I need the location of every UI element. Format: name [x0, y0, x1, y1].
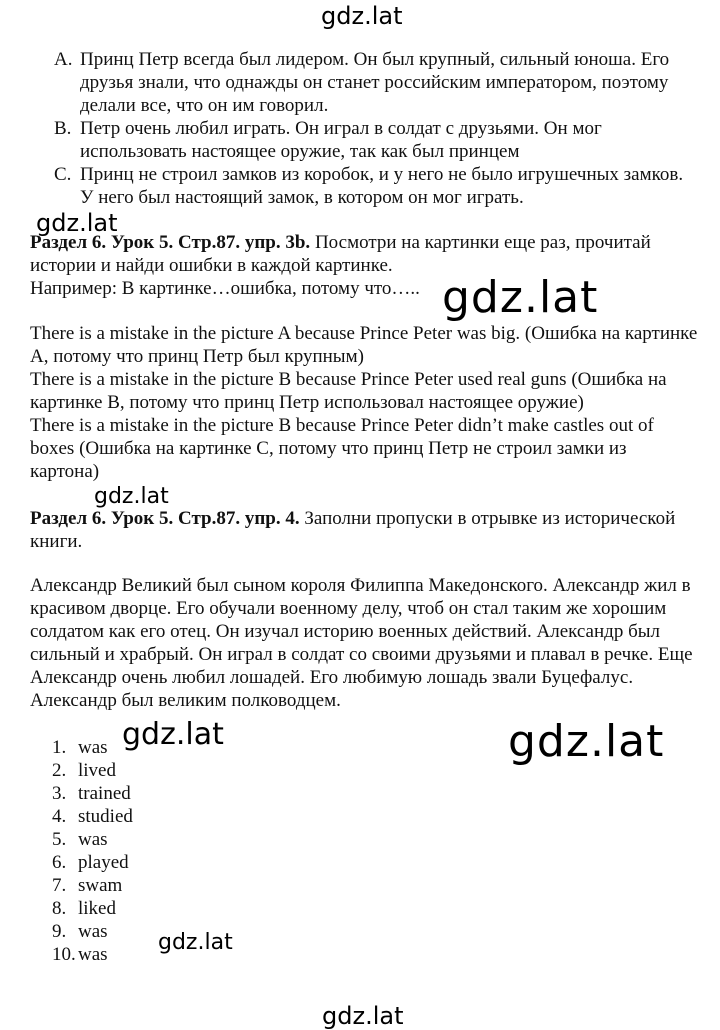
item-word: lived — [78, 760, 116, 781]
item-word: was — [78, 737, 108, 758]
item-number: 7. — [52, 875, 67, 896]
item-word: was — [78, 829, 108, 850]
item-word: was — [78, 921, 108, 942]
answer-line: There is a mistake in the picture B because Prince Peter didn’t make castles out of boxes (Ошибка на картинке C, потому что принц Петр не строил замки из картона) — [30, 415, 654, 482]
watermark-top: gdz.lat — [321, 2, 403, 30]
watermark: gdz.lat — [36, 209, 118, 237]
translation-paragraph: Александр Великий был сыном короля Филиппа Македонского. Александр жил в красивом дворце. Его обучали военному делу, чтоб он стал таким же хорошим солдатом как его отец. Он изучал историю военных действий. Александр был сильный и храбрый. Он играл в солдат со своими друзьями и плавал в речке. Еще Александр очень любил лошадей. Его любимую лошадь звали Буцефалус. Александр был великим полководцем. — [30, 575, 693, 711]
exercise-heading: Раздел 6. Урок 5. Стр.87. упр. 3b. — [30, 232, 311, 253]
exercise-example: Например: В картинке…ошибка, потому что….. — [30, 278, 420, 299]
item-word: trained — [78, 783, 131, 804]
list-item — [52, 943, 133, 966]
option-letter: C. — [54, 164, 72, 185]
option-letter: B. — [54, 118, 72, 139]
item-word: played — [78, 852, 129, 873]
list-item — [52, 759, 133, 782]
item-number: 5. — [52, 829, 67, 850]
item-number: 1. — [52, 737, 67, 758]
item-number: 10. — [52, 944, 76, 965]
option-text: Петр очень любил играть. Он играл в солдат с друзьями. Он мог использовать настоящее оружие, так как был принцем — [80, 118, 602, 162]
list-item — [52, 736, 133, 759]
item-word: liked — [78, 898, 116, 919]
list-item — [52, 782, 133, 805]
watermark: gdz.lat — [94, 484, 169, 509]
option-text: Принц Петр всегда был лидером. Он был крупный, сильный юноша. Его друзья знали, что однажды он станет российским императором, поэтому делали все, что он им говорил. — [80, 49, 670, 116]
answers-list — [52, 736, 133, 966]
item-number: 4. — [52, 806, 67, 827]
item-word: was — [78, 944, 108, 965]
item-word: studied — [78, 806, 133, 827]
item-word: swam — [78, 875, 123, 896]
option-b — [54, 117, 694, 163]
exercise-4-task — [30, 507, 700, 553]
watermark: gdz.lat — [122, 717, 224, 752]
exercise-3b — [30, 231, 700, 300]
option-a — [54, 48, 694, 117]
list-item — [52, 828, 133, 851]
watermark-large: gdz.lat — [442, 272, 599, 323]
list-item — [52, 851, 133, 874]
item-number: 8. — [52, 898, 67, 919]
watermark-bottom: gdz.lat — [322, 1002, 404, 1030]
exercise-3b-answers — [30, 322, 700, 483]
list-item — [52, 920, 133, 943]
list-item — [52, 805, 133, 828]
item-number: 6. — [52, 852, 67, 873]
item-number: 3. — [52, 783, 67, 804]
option-c — [54, 163, 694, 209]
item-number: 2. — [52, 760, 67, 781]
list-item — [52, 897, 133, 920]
exercise-heading: Раздел 6. Урок 5. Стр.87. упр. 4. — [30, 508, 300, 529]
answer-line: There is a mistake in the picture A because Prince Peter was big. (Ошибка на картинке А, потому что принц Петр был крупным) — [30, 323, 698, 367]
option-letter: A. — [54, 49, 73, 70]
exercise-task-text: Посмотри на картинки еще раз, прочитай истории и найди ошибки в каждой картинке. — [30, 232, 651, 276]
exercise-task-text: Заполни пропуски в отрывке из исторической книги. — [30, 508, 676, 552]
exercise-4 — [30, 507, 700, 553]
list-item — [52, 874, 133, 897]
option-text: Принц не строил замков из коробок, и у него не было игрушечных замков. У него был настоящий замок, в котором он мог играть. — [80, 164, 684, 208]
answer-line: There is a mistake in the picture B because Prince Peter used real guns (Ошибка на картинке B, потому что принц Петр использовал настоящее оружие) — [30, 369, 667, 413]
item-number: 9. — [52, 921, 67, 942]
options-list — [54, 48, 694, 209]
watermark: gdz.lat — [158, 930, 233, 955]
watermark-large: gdz.lat — [508, 716, 665, 767]
exercise-3b-task — [30, 231, 700, 277]
